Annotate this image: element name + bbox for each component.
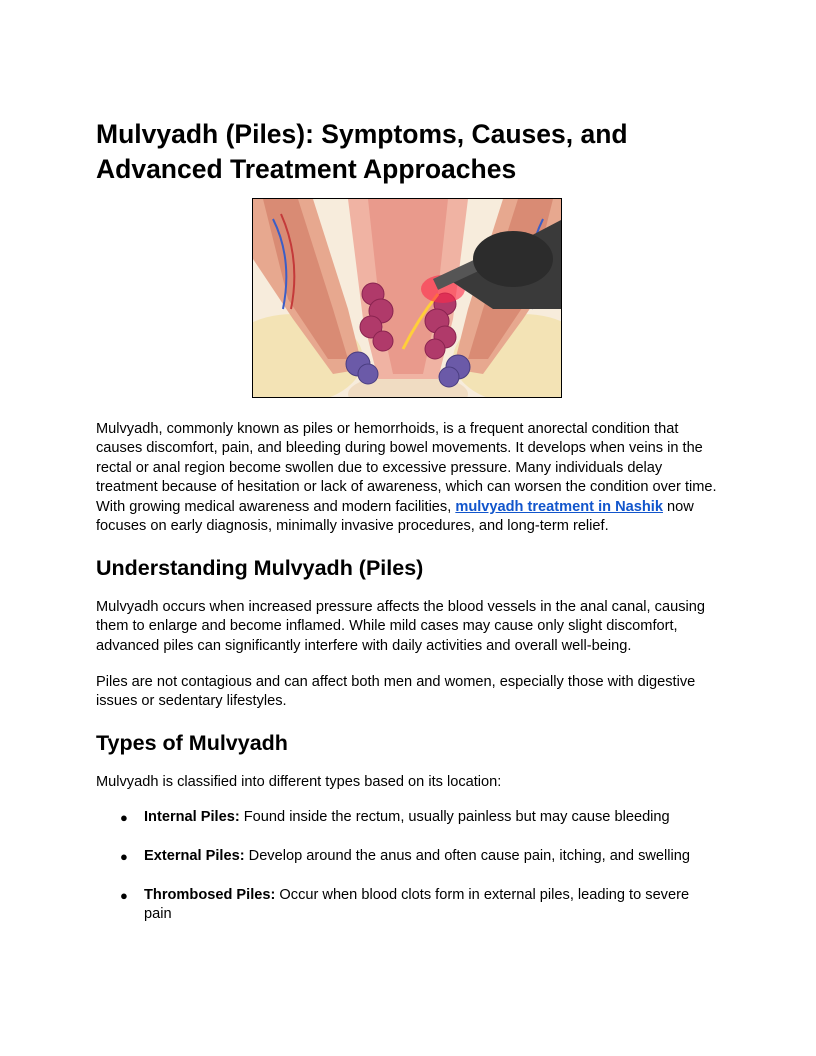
bullet-icon: ● <box>120 810 128 825</box>
list-item-text: Found inside the rectum, usually painless but may cause bleeding <box>239 809 670 825</box>
understanding-paragraph-2: Piles are not contagious and can affect both men and women, especially those with digestive issues or sedentary lifestyles. <box>96 674 696 710</box>
understanding-paragraph-1: Mulvyadh occurs when increased pressure affects the blood vessels in the anal canal, causing them to enlarge and become inflamed. While mild cases may cause only slight discomfort, advanced piles can significantly interfere with daily activities and overall well-being. <box>96 599 705 654</box>
bullet-icon: ● <box>120 849 128 864</box>
list-item-label: Internal Piles: <box>144 809 240 825</box>
types-intro-paragraph: Mulvyadh is classified into different types based on its location: <box>96 774 502 790</box>
piles-illustration <box>252 198 562 398</box>
bullet-icon: ● <box>120 888 128 903</box>
list-item-label: External Piles: <box>144 848 245 864</box>
anatomy-illustration-svg <box>253 199 562 398</box>
intro-paragraph <box>96 420 724 536</box>
intro-text-before-link: Mulvyadh, commonly known as piles or hemorrhoids, is a frequent anorectal condition that causes discomfort, pain, and bleeding during bowel movements. It develops when veins in the rectal or anal region become swollen due to excessive pressure. Many individuals delay treatment because of hesitation or lack of awareness, which can worsen the condition over time. With growing medical awareness and modern facilities, <box>96 421 717 515</box>
heading-understanding-mulvyadh: Understanding Mulvyadh (Piles) <box>96 556 424 580</box>
heading-types-of-mulvyadh: Types of Mulvyadh <box>96 731 288 755</box>
list-item-text: Occur when blood clots form in external piles, leading to severe pain <box>144 887 690 923</box>
intro-text-after-link: now focuses on early diagnosis, minimally invasive procedures, and long-term relief. <box>96 498 694 535</box>
list-item-text: Develop around the anus and often cause pain, itching, and swelling <box>244 848 691 864</box>
page-title: Mulvyadh (Piles): Symptoms, Causes, and Advanced Treatment Approaches <box>96 119 628 184</box>
list-item-label: Thrombosed Piles: <box>144 887 276 903</box>
mulvyadh-treatment-nashik-link[interactable]: mulvyadh treatment in Nashik <box>455 498 663 515</box>
